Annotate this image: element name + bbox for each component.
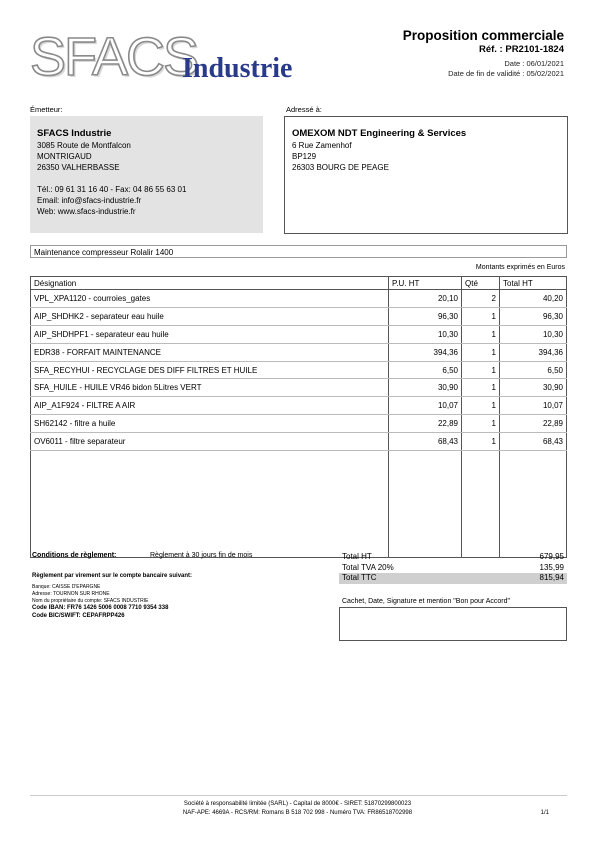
footer-divider xyxy=(30,795,567,796)
cell-unit-price: 22,89 xyxy=(389,415,462,433)
cell-unit-price: 10,30 xyxy=(389,325,462,343)
table-row xyxy=(31,343,567,361)
cell-designation: SFA_RECYHUI - RECYCLAGE DES DIFF FILTRES ET HUILE xyxy=(31,361,389,379)
cell-total: 6,50 xyxy=(500,361,567,379)
emetteur-web: Web: www.sfacs-industrie.fr xyxy=(37,207,136,216)
cell-quantity: 1 xyxy=(462,433,500,451)
validity-date: Date de fin de validité : 05/02/2021 xyxy=(448,69,564,78)
signature-label: Cachet, Date, Signature et mention "Bon pour Accord" xyxy=(342,598,511,605)
cell-designation: AIP_SHDHPF1 - separateur eau huile xyxy=(31,325,389,343)
table-row xyxy=(31,415,567,433)
total-ttc-label: Total TTC xyxy=(342,573,377,582)
cell-designation: SH62142 - filtre a huile xyxy=(31,415,389,433)
bank-name: Banque: CAISSE D'EPARGNE xyxy=(32,584,101,590)
destinataire-box xyxy=(284,116,568,234)
emetteur-address-line: MONTRIGAUD xyxy=(37,152,92,161)
table-row xyxy=(31,325,567,343)
cell-unit-price: 96,30 xyxy=(389,307,462,325)
bank-address: Adresse: TOURNON SUR RHONE xyxy=(32,591,110,597)
totals-block xyxy=(339,552,567,584)
total-ttc-row xyxy=(339,573,567,584)
document-date: Date : 06/01/2021 xyxy=(504,59,564,68)
empty-cell xyxy=(31,451,389,558)
page-number: 1/1 xyxy=(540,810,549,816)
cell-total: 394,36 xyxy=(500,343,567,361)
cell-designation: OV6011 - filtre separateur xyxy=(31,433,389,451)
destinataire-label: Adressé à: xyxy=(286,105,322,114)
cell-quantity: 1 xyxy=(462,307,500,325)
total-tva-value: 135,99 xyxy=(539,562,564,572)
payment-terms-value: Règlement à 30 jours fin de mois xyxy=(150,552,253,559)
cell-quantity: 1 xyxy=(462,379,500,397)
table-empty-space xyxy=(31,451,567,558)
document-reference: Réf. : PR2101-1824 xyxy=(478,44,564,55)
signature-box[interactable] xyxy=(339,607,567,641)
cell-total: 40,20 xyxy=(500,290,567,308)
cell-total: 96,30 xyxy=(500,307,567,325)
empty-cell xyxy=(500,451,567,558)
total-ht-row xyxy=(339,552,567,563)
table-row xyxy=(31,361,567,379)
cell-designation: AIP_SHDHK2 - separateur eau huile xyxy=(31,307,389,325)
table-header-row xyxy=(31,277,567,290)
destinataire-address-line: 6 Rue Zamenhof xyxy=(292,141,352,150)
payment-terms-label: Conditions de règlement: xyxy=(32,552,117,559)
emetteur-phone: Tél.: 09 61 31 16 40 - Fax: 04 86 55 63 01 xyxy=(37,185,187,194)
total-tva-label: Total TVA 20% xyxy=(342,562,394,572)
document-title: Proposition commerciale xyxy=(402,28,564,43)
bank-title: Règlement par virement sur le compte bancaire suivant: xyxy=(32,573,193,579)
cell-quantity: 1 xyxy=(462,361,500,379)
currency-note: Montants exprimés en Euros xyxy=(475,264,565,271)
header-designation: Désignation xyxy=(31,277,389,290)
header-quantity: Qté xyxy=(462,277,500,290)
cell-unit-price: 6,50 xyxy=(389,361,462,379)
emetteur-address-line: 26350 VALHERBASSE xyxy=(37,163,120,172)
cell-total: 10,07 xyxy=(500,397,567,415)
cell-quantity: 1 xyxy=(462,325,500,343)
destinataire-name: OMEXOM NDT Engineering & Services xyxy=(292,128,467,139)
cell-unit-price: 394,36 xyxy=(389,343,462,361)
cell-unit-price: 10,07 xyxy=(389,397,462,415)
cell-designation: EDR38 - FORFAIT MAINTENANCE xyxy=(31,343,389,361)
object-line: Maintenance compresseur Rolalir 1400 xyxy=(30,245,567,258)
total-tva-row xyxy=(339,563,567,574)
table-row xyxy=(31,397,567,415)
logo-industrie-text: Industrie xyxy=(182,53,293,84)
cell-unit-price: 20,10 xyxy=(389,290,462,308)
total-ht-value: 679,95 xyxy=(539,552,564,561)
footer-legal-line-2: NAF-APE: 4669A - RCS/RM: Romans B 518 702 998 - Numéro TVA: FR86518702998 xyxy=(182,810,413,816)
cell-unit-price: 68,43 xyxy=(389,433,462,451)
cell-quantity: 1 xyxy=(462,397,500,415)
cell-quantity: 1 xyxy=(462,343,500,361)
emetteur-email: Email: info@sfacs-industrie.fr xyxy=(37,196,142,205)
cell-total: 22,89 xyxy=(500,415,567,433)
bank-owner: Nom du propriétaire du compte: SFACS INDUSTRIE xyxy=(32,598,149,604)
cell-quantity: 1 xyxy=(462,415,500,433)
lines-table xyxy=(30,276,567,558)
cell-total: 30,90 xyxy=(500,379,567,397)
company-logo xyxy=(30,27,320,87)
emetteur-name: SFACS Industrie xyxy=(37,128,112,139)
bank-iban: Code IBAN: FR76 1426 5006 0008 7710 9354 338 xyxy=(32,605,169,611)
cell-total: 10,30 xyxy=(500,325,567,343)
emetteur-label: Émetteur: xyxy=(30,105,63,114)
cell-designation: SFA_HUILE - HUILE VR46 bidon 5Litres VERT xyxy=(31,379,389,397)
table-row xyxy=(31,290,567,308)
table-row xyxy=(31,307,567,325)
bank-bic: Code BIC/SWIFT: CEPAFRPP426 xyxy=(32,613,125,619)
total-ttc-value: 815,94 xyxy=(539,573,564,582)
empty-cell xyxy=(389,451,462,558)
header-total: Total HT xyxy=(500,277,567,290)
logo-sfacs-text: SFACS xyxy=(30,27,198,87)
destinataire-address-line: 26303 BOURG DE PEAGE xyxy=(292,163,389,172)
cell-designation: AIP_A1F924 - FILTRE A AIR xyxy=(31,397,389,415)
emetteur-box xyxy=(30,116,263,233)
footer-legal-line-1: Société à responsabilité limitée (SARL) - Capital de 8000€ - SIRET: 51870299800023 xyxy=(183,801,412,807)
destinataire-address-line: BP129 xyxy=(292,152,317,161)
cell-unit-price: 30,90 xyxy=(389,379,462,397)
table-row xyxy=(31,379,567,397)
total-ht-label: Total HT xyxy=(342,552,372,561)
table-row xyxy=(31,433,567,451)
header-unit-price: P.U. HT xyxy=(389,277,462,290)
emetteur-address-line: 3085 Route de Montfalcon xyxy=(37,141,131,150)
cell-designation: VPL_XPA1120 - courroies_gates xyxy=(31,290,389,308)
cell-quantity: 2 xyxy=(462,290,500,308)
cell-total: 68,43 xyxy=(500,433,567,451)
empty-cell xyxy=(462,451,500,558)
